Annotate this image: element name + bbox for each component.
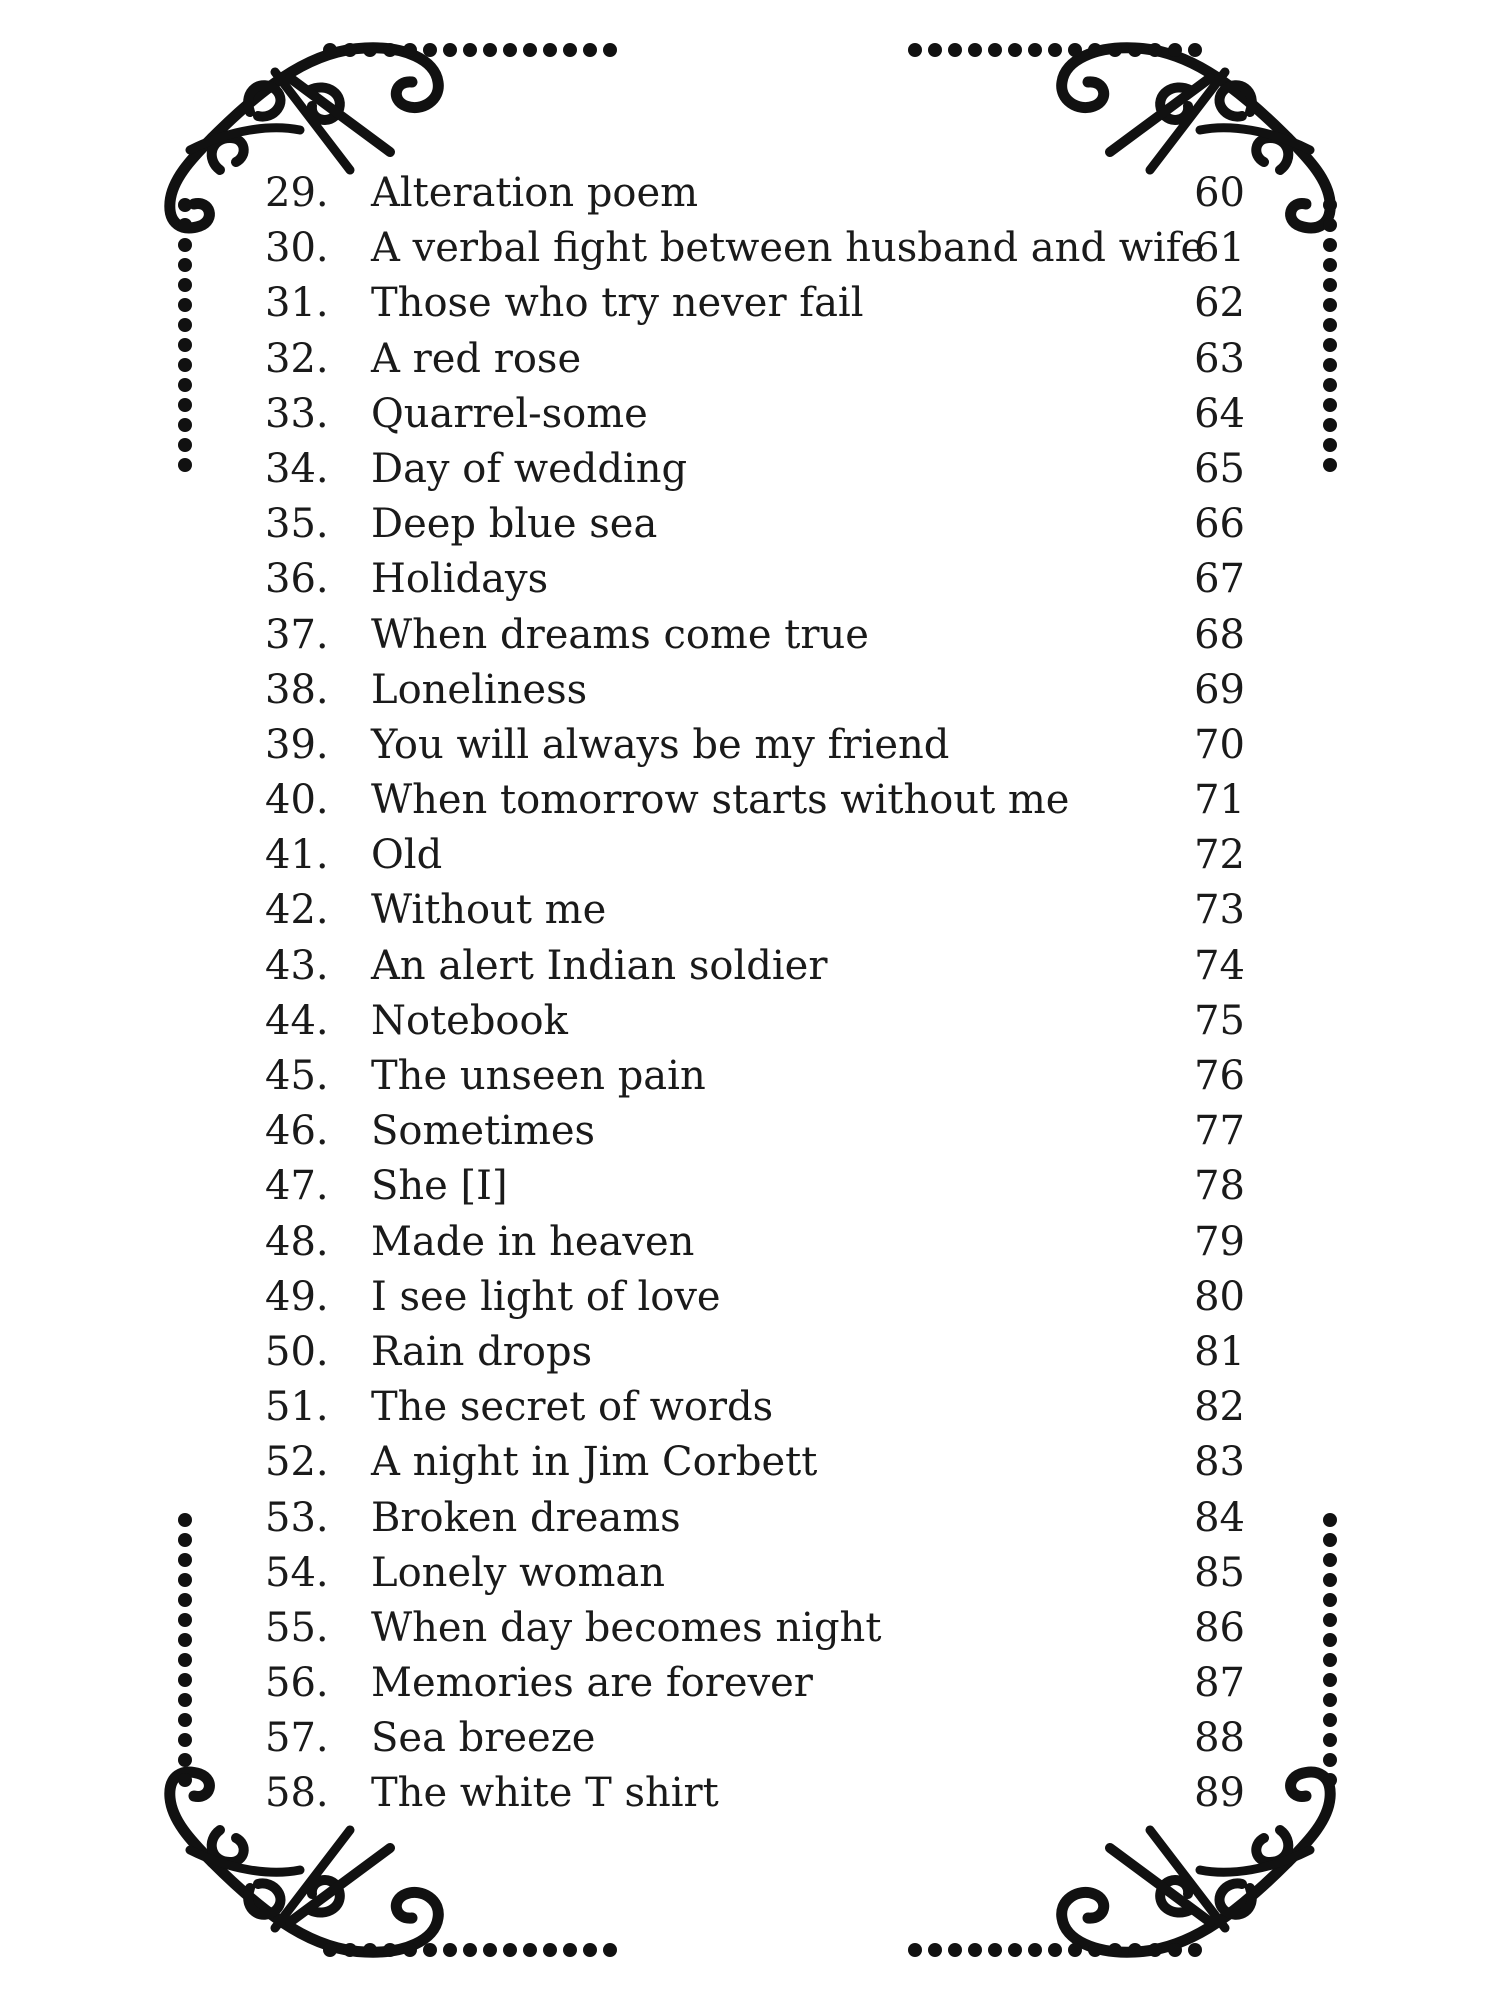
toc-entry[interactable]: [265, 497, 1245, 552]
entry-title: Made in heaven: [371, 1218, 695, 1265]
entry-title: An alert Indian soldier: [371, 942, 828, 989]
entry-title: She [I]: [371, 1163, 508, 1210]
entry-page-number: 69: [1194, 666, 1245, 713]
table-of-contents: [265, 166, 1245, 1822]
toc-entry[interactable]: [265, 883, 1245, 938]
dotted-border-left-bottom: [178, 1513, 192, 1787]
entry-number: 39.: [265, 721, 329, 768]
toc-entry[interactable]: [265, 1435, 1245, 1490]
toc-entry[interactable]: [265, 773, 1245, 828]
toc-entry[interactable]: [265, 1104, 1245, 1159]
toc-entry[interactable]: [265, 1546, 1245, 1601]
toc-entry[interactable]: [265, 608, 1245, 663]
entry-page-number: 85: [1194, 1549, 1245, 1596]
entry-page-number: 77: [1194, 1108, 1245, 1155]
entry-number: 41.: [265, 832, 329, 879]
toc-entry[interactable]: [265, 1270, 1245, 1325]
dotted-border-top-left: [323, 43, 617, 57]
entry-number: 40.: [265, 777, 329, 824]
entry-title: Deep blue sea: [371, 501, 658, 548]
toc-entry[interactable]: [265, 1656, 1245, 1711]
entry-number: 35.: [265, 501, 329, 548]
toc-entry[interactable]: [265, 276, 1245, 331]
dotted-border-top-right: [908, 43, 1202, 57]
entry-page-number: 87: [1194, 1660, 1245, 1707]
entry-title: A red rose: [371, 335, 582, 382]
entry-title: When dreams come true: [371, 611, 869, 658]
entry-number: 47.: [265, 1163, 329, 1210]
entry-number: 58.: [265, 1770, 329, 1817]
entry-title: Sometimes: [371, 1108, 596, 1155]
entry-page-number: 72: [1194, 832, 1245, 879]
toc-entry[interactable]: [265, 939, 1245, 994]
entry-title: Old: [371, 832, 443, 879]
entry-title: Alteration poem: [371, 170, 699, 216]
entry-title: The secret of words: [371, 1384, 774, 1431]
entry-page-number: 79: [1194, 1218, 1245, 1265]
toc-entry[interactable]: [265, 1215, 1245, 1270]
entry-page-number: 89: [1194, 1770, 1245, 1817]
entry-number: 34.: [265, 445, 329, 492]
toc-entry[interactable]: [265, 1159, 1245, 1214]
toc-entry[interactable]: [265, 1325, 1245, 1380]
entry-number: 29.: [265, 170, 329, 216]
entry-page-number: 83: [1194, 1439, 1245, 1486]
entry-title: Notebook: [371, 997, 568, 1044]
entry-page-number: 62: [1194, 280, 1245, 327]
entry-title: The white T shirt: [371, 1770, 719, 1817]
entry-page-number: 66: [1194, 501, 1245, 548]
toc-entry[interactable]: [265, 1766, 1245, 1821]
dotted-border-left-top: [178, 198, 192, 472]
toc-entry[interactable]: [265, 994, 1245, 1049]
entry-number: 54.: [265, 1549, 329, 1596]
entry-title: Those who try never fail: [371, 280, 864, 327]
entry-page-number: 63: [1194, 335, 1245, 382]
toc-entry[interactable]: [265, 1491, 1245, 1546]
entry-page-number: 78: [1194, 1163, 1245, 1210]
entry-number: 42.: [265, 887, 329, 934]
entry-title: You will always be my friend: [371, 721, 950, 768]
entry-page-number: 64: [1194, 390, 1245, 437]
entry-title: The unseen pain: [371, 1053, 706, 1099]
entry-title: Sea breeze: [371, 1715, 596, 1762]
entry-title: Without me: [371, 887, 607, 934]
entry-title: Broken dreams: [371, 1494, 681, 1541]
entry-number: 33.: [265, 390, 329, 437]
dotted-border-bottom-right: [908, 1943, 1202, 1957]
entry-title: A verbal fight between husband and wife: [371, 225, 1205, 272]
toc-entry[interactable]: [265, 552, 1245, 607]
entry-number: 44.: [265, 997, 329, 1044]
entry-page-number: 84: [1194, 1494, 1245, 1541]
entry-page-number: 76: [1194, 1053, 1245, 1099]
entry-number: 55.: [265, 1604, 329, 1651]
toc-entry[interactable]: [265, 718, 1245, 773]
toc-entry[interactable]: [265, 1380, 1245, 1435]
dotted-border-bottom-left: [323, 1943, 617, 1957]
entry-title: A night in Jim Corbett: [371, 1439, 818, 1486]
entry-page-number: 75: [1194, 997, 1245, 1044]
entry-title: When day becomes night: [371, 1604, 882, 1651]
entry-title: Quarrel-some: [371, 390, 648, 437]
toc-entry[interactable]: [265, 442, 1245, 497]
entry-page-number: 86: [1194, 1604, 1245, 1651]
entry-number: 48.: [265, 1218, 329, 1265]
toc-entry[interactable]: [265, 828, 1245, 883]
entry-title: Rain drops: [371, 1328, 593, 1375]
entry-page-number: 61: [1194, 225, 1245, 272]
entry-number: 56.: [265, 1660, 329, 1707]
entry-number: 50.: [265, 1328, 329, 1375]
entry-page-number: 67: [1194, 556, 1245, 603]
entry-title: I see light of love: [371, 1273, 721, 1320]
entry-title: Day of wedding: [371, 445, 688, 492]
entry-title: Memories are forever: [371, 1660, 813, 1707]
entry-page-number: 60: [1194, 170, 1245, 216]
entry-number: 51.: [265, 1384, 329, 1431]
entry-page-number: 81: [1194, 1328, 1245, 1375]
entry-page-number: 82: [1194, 1384, 1245, 1431]
entry-number: 37.: [265, 611, 329, 658]
toc-entry[interactable]: [265, 1049, 1245, 1104]
entry-page-number: 73: [1194, 887, 1245, 934]
entry-page-number: 71: [1194, 777, 1245, 824]
entry-number: 57.: [265, 1715, 329, 1762]
entry-page-number: 70: [1194, 721, 1245, 768]
entry-page-number: 88: [1194, 1715, 1245, 1762]
toc-entry[interactable]: [265, 221, 1245, 276]
entry-number: 53.: [265, 1494, 329, 1541]
toc-entry[interactable]: [265, 663, 1245, 718]
dotted-border-right-top: [1323, 198, 1337, 472]
entry-page-number: 65: [1194, 445, 1245, 492]
toc-entry[interactable]: [265, 166, 1245, 221]
toc-entry[interactable]: [265, 387, 1245, 442]
dotted-border-right-bottom: [1323, 1513, 1337, 1787]
toc-entry[interactable]: [265, 1601, 1245, 1656]
entry-number: 43.: [265, 942, 329, 989]
entry-number: 46.: [265, 1108, 329, 1155]
entry-number: 31.: [265, 280, 329, 327]
entry-page-number: 68: [1194, 611, 1245, 658]
entry-title: Loneliness: [371, 666, 588, 713]
entry-number: 52.: [265, 1439, 329, 1486]
entry-number: 49.: [265, 1273, 329, 1320]
entry-number: 30.: [265, 225, 329, 272]
entry-title: Lonely woman: [371, 1549, 666, 1596]
entry-number: 38.: [265, 666, 329, 713]
entry-title: Holidays: [371, 556, 549, 603]
entry-title: When tomorrow starts without me: [371, 777, 1070, 824]
entry-page-number: 80: [1194, 1273, 1245, 1320]
toc-entry[interactable]: [265, 332, 1245, 387]
entry-number: 36.: [265, 556, 329, 603]
entry-page-number: 74: [1194, 942, 1245, 989]
entry-number: 45.: [265, 1053, 329, 1099]
toc-entry[interactable]: [265, 1711, 1245, 1766]
entry-number: 32.: [265, 335, 329, 382]
